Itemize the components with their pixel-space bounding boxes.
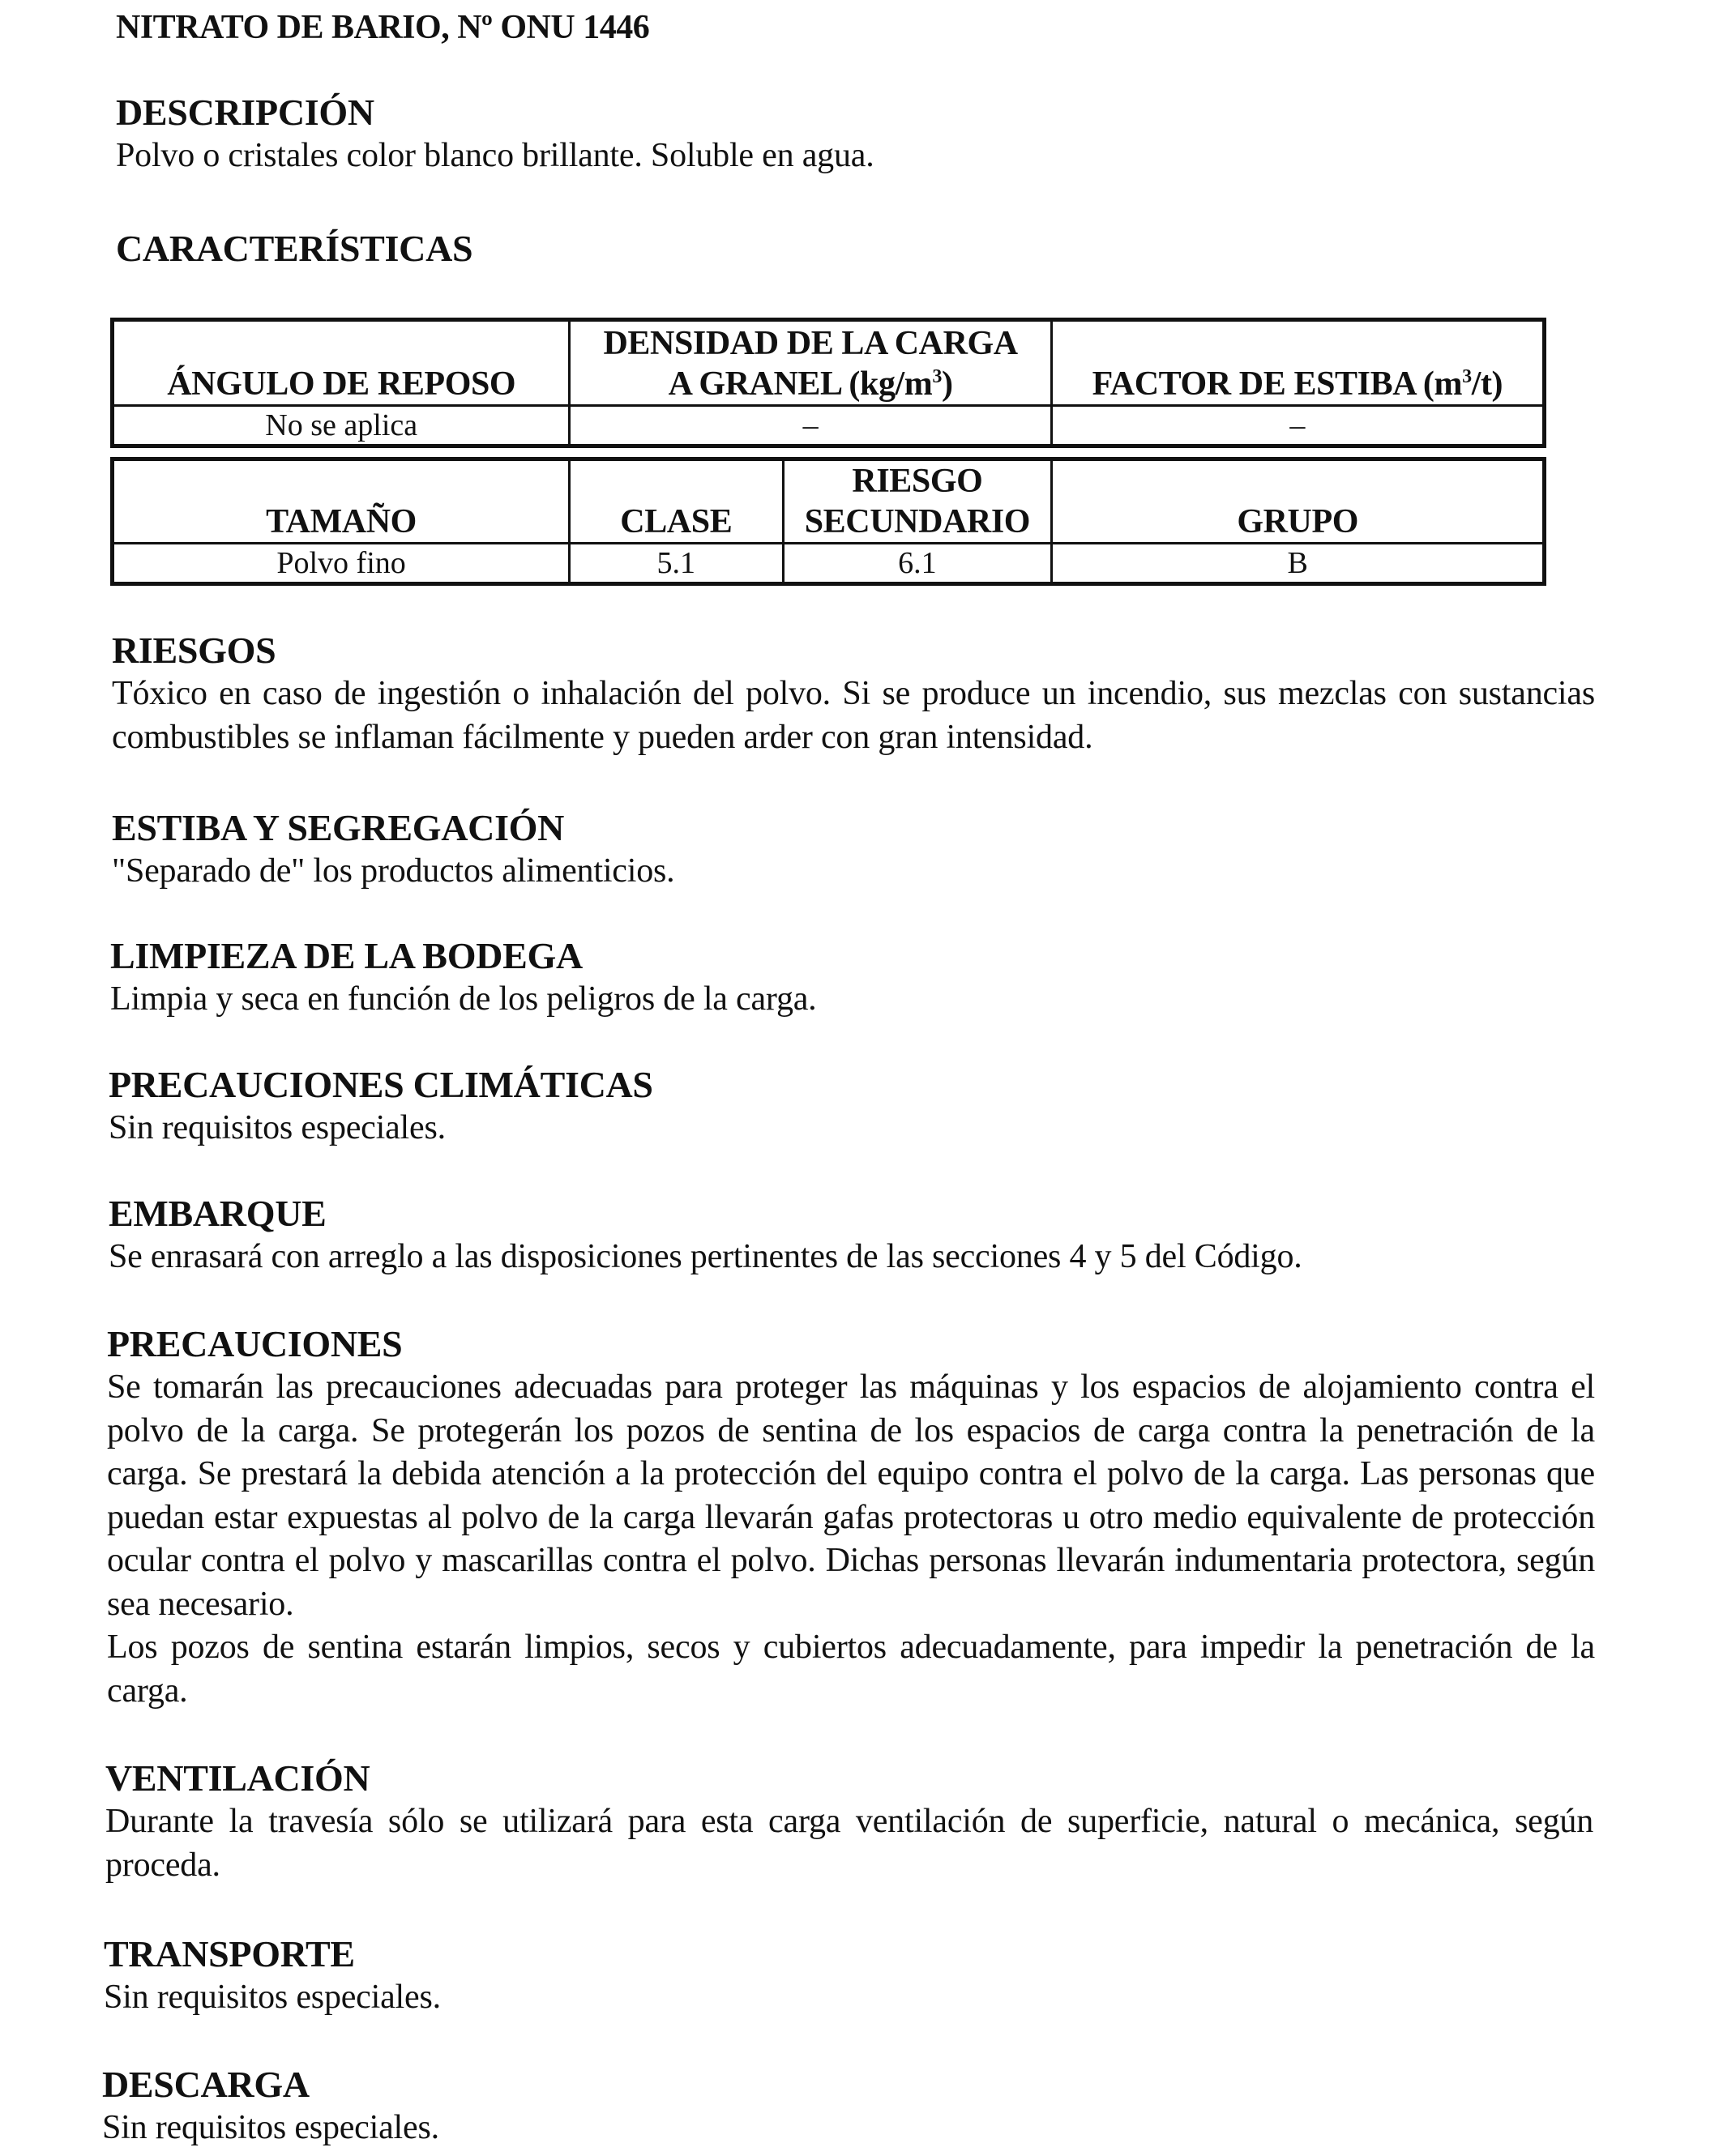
text-precauciones-1: Se tomarán las precauciones adecuadas para proteger las máquinas y los espacios de alojamiento contra el polvo de la carga. Se protegerán los pozos de sentina de los espacios de carga contra la penetración de la carga. Se prestará la debida atención a la protección del equipo contra el polvo de la carga. Las personas que puedan estar expuestas al polvo de la carga llevarán gafas protectoras u otro medio equivalente de protección ocular contra el polvo y mascarillas contra el polvo. Dichas personas llevarán indumentaria protectora, según sea necesario. <box>107 1368 1595 1623</box>
section-embarque <box>109 1192 1592 1279</box>
text-precauciones-climaticas: Sin requisitos especiales. <box>109 1109 446 1146</box>
table1-header-row <box>113 320 1545 406</box>
header-factor-estiba: FACTOR DE ESTIBA $(m^3/t)$ <box>1051 320 1544 406</box>
cell-densidad-carga: – <box>570 406 1051 446</box>
text-embarque: Se enrasará con arreglo a las disposiciones pertinentes de las secciones 4 y 5 del Código. <box>109 1238 1302 1275</box>
section-transporte <box>104 1932 1587 2020</box>
heading-precauciones-climaticas: PRECAUCIONES CLIMÁTICAS <box>109 1064 653 1105</box>
heading-estiba-segregacion: ESTIBA Y SEGREGACIÓN <box>112 807 565 848</box>
header-grupo: GRUPO <box>1052 459 1545 544</box>
table2-data-row <box>113 544 1545 584</box>
heading-descarga: DESCARGA <box>102 2064 310 2105</box>
section-precauciones <box>107 1322 1595 1713</box>
heading-riesgos: RIESGOS <box>112 630 276 671</box>
header-clase: CLASE <box>570 459 783 544</box>
cell-factor-estiba: – <box>1051 406 1544 446</box>
cell-angulo-reposo: No se aplica <box>113 406 570 446</box>
text-ventilacion: Durante la travesía sólo se utilizará para esta carga ventilación de superficie, natural o mecánica, según proceda. <box>105 1803 1593 1884</box>
heading-caracteristicas: CARACTERÍSTICAS <box>116 228 473 269</box>
section-descarga <box>102 2063 1585 2150</box>
table1-data-row <box>113 406 1545 446</box>
section-limpieza-bodega <box>110 934 1593 1022</box>
header-densidad-carga: DENSIDAD DE LA CARGA A GRANEL $(kg/m^3)$ <box>570 320 1051 406</box>
text-estiba-segregacion: "Separado de" los productos alimenticios. <box>112 852 675 890</box>
header-tamano: TAMAÑO <box>113 459 570 544</box>
characteristics-table-1 <box>110 318 1546 448</box>
cell-tamano: Polvo fino <box>113 544 570 584</box>
heading-embarque: EMBARQUE <box>109 1193 327 1234</box>
section-descripcion <box>116 91 1599 178</box>
heading-limpieza-bodega: LIMPIEZA DE LA BODEGA <box>110 935 583 976</box>
cell-clase: 5.1 <box>570 544 783 584</box>
section-riesgos <box>112 629 1595 759</box>
cell-grupo: B <box>1052 544 1545 584</box>
section-estiba-segregacion <box>112 806 1595 894</box>
text-descripcion: Polvo o cristales color blanco brillante. Soluble en agua. <box>116 137 874 174</box>
section-caracteristicas <box>116 227 1599 271</box>
document-title: NITRATO DE BARIO, Nº ONU 1446 <box>116 9 650 46</box>
heading-descripcion: DESCRIPCIÓN <box>116 92 374 133</box>
section-ventilacion <box>105 1757 1593 1887</box>
table2-header-row <box>113 459 1545 544</box>
text-transporte: Sin requisitos especiales. <box>104 1979 441 2016</box>
text-limpieza-bodega: Limpia y seca en función de los peligros de la carga. <box>110 980 817 1018</box>
heading-ventilacion: VENTILACIÓN <box>105 1757 370 1799</box>
header-riesgo-secundario: RIESGO SECUNDARIO <box>783 459 1052 544</box>
cell-riesgo-secundario: 6.1 <box>783 544 1052 584</box>
heading-precauciones: PRECAUCIONES <box>107 1323 403 1364</box>
heading-transporte: TRANSPORTE <box>104 1933 355 1975</box>
text-descarga: Sin requisitos especiales. <box>102 2109 439 2146</box>
text-riesgos: Tóxico en caso de ingestión o inhalación del polvo. Si se produce un incendio, sus mezclas con sustancias combustibles se inflaman fácilmente y pueden arder con gran intensidad. <box>112 675 1595 756</box>
characteristics-table-2 <box>110 457 1546 586</box>
text-precauciones-2: Los pozos de sentina estarán limpios, secos y cubiertos adecuadamente, para impedir la penetración de la carga. <box>107 1629 1595 1710</box>
section-precauciones-climaticas <box>109 1063 1592 1151</box>
header-angulo-reposo: ÁNGULO DE REPOSO <box>113 320 570 406</box>
